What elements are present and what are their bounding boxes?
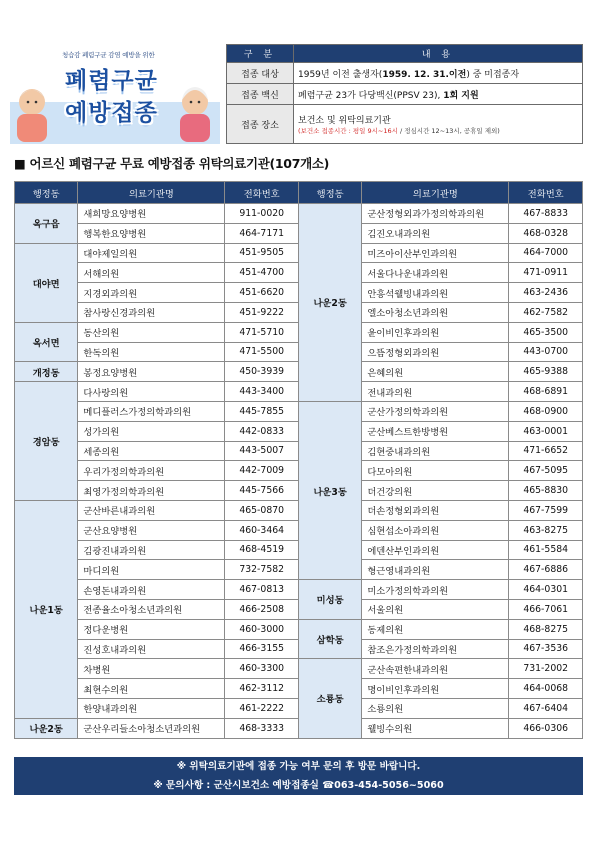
clinic-hours-note: (보건소 접종시간 : 평일 9시~16시: [298, 126, 398, 135]
clinic-phone: 465-3500: [509, 322, 583, 342]
clinic-name: 최현수의원: [78, 679, 225, 699]
dong-cell: 나운3동: [298, 401, 361, 579]
col-header-phone-left: 전화번호: [225, 182, 299, 204]
clinic-phone: 460-3300: [225, 659, 299, 679]
clinic-name: 웰빙수의원: [362, 718, 509, 738]
clinic-name: 군산바른내과의원: [78, 500, 225, 520]
clinic-phone: 467-7599: [509, 500, 583, 520]
clinic-name: 한양내과의원: [78, 698, 225, 718]
dong-cell: 소룡동: [298, 659, 361, 738]
clinic-phone: 464-0301: [509, 580, 583, 600]
clinic-phone: 471-0911: [509, 263, 583, 283]
info-table: [226, 44, 583, 144]
clinic-phone: 468-3333: [225, 718, 299, 738]
clinic-phone: 463-2436: [509, 283, 583, 303]
dong-cell: 나운1동: [15, 500, 78, 718]
clinic-name: 다모아의원: [362, 461, 509, 481]
clinic-name: 우리가정의학과의원: [78, 461, 225, 481]
clinic-name: 군산가정의학과의원: [362, 401, 509, 421]
col-header-dong-right: 행정동: [298, 182, 361, 204]
clinic-phone: 462-7582: [509, 302, 583, 322]
clinic-name: 심현섭소아과의원: [362, 520, 509, 540]
clinic-phone: 467-3536: [509, 639, 583, 659]
clinic-phone: 451-6620: [225, 283, 299, 303]
clinic-phone: 465-9388: [509, 362, 583, 382]
clinic-name: 성가의원: [78, 421, 225, 441]
dong-cell: 경암동: [15, 382, 78, 501]
info-value: 보건소 및 위탁의료기관 (보건소 접종시간 : 평일 9시~16시 / 정심시간 12~13시, 공휴일 제외): [294, 105, 583, 144]
clinic-phone: 461-5584: [509, 540, 583, 560]
table-header-row: [15, 182, 583, 204]
info-label: 접종 백신: [227, 84, 294, 105]
clinic-phone: 465-0870: [225, 500, 299, 520]
clinic-name: 메디플러스가정의학과의원: [78, 401, 225, 421]
clinic-phone: 467-8833: [509, 204, 583, 224]
col-header-phone-right: 전화번호: [509, 182, 583, 204]
clinic-name: 서울의원: [362, 599, 509, 619]
clinic-phone: 468-0328: [509, 223, 583, 243]
clinic-name: 대야제일의원: [78, 243, 225, 263]
clinic-phone: 464-7000: [509, 243, 583, 263]
clinic-name: 김광진내과의원: [78, 540, 225, 560]
clinic-phone: 460-3000: [225, 619, 299, 639]
clinic-name: 한독의원: [78, 342, 225, 362]
clinic-name: 군산우리들소아청소년과의원: [78, 718, 225, 738]
clinic-phone: 443-0700: [509, 342, 583, 362]
info-row-target: [227, 63, 583, 84]
clinic-phone: 451-4700: [225, 263, 299, 283]
clinic-phone: 467-5095: [509, 461, 583, 481]
clinic-name: 윤이비인후과의원: [362, 322, 509, 342]
table-row: [15, 204, 583, 224]
col-header-dong-left: 행정동: [15, 182, 78, 204]
clinic-phone: 461-2222: [225, 698, 299, 718]
clinic-phone: 466-7061: [509, 599, 583, 619]
clinic-name: 더건강의원: [362, 481, 509, 501]
clinic-phone: 911-0020: [225, 204, 299, 224]
clinic-phone: 467-6404: [509, 698, 583, 718]
clinic-name: 동제의원: [362, 619, 509, 639]
dong-cell: 대야면: [15, 243, 78, 322]
clinic-name: 동산의원: [78, 322, 225, 342]
clinic-phone: 467-0813: [225, 580, 299, 600]
clinic-name: 군산요양병원: [78, 520, 225, 540]
clinic-name: 으뜸정형외과의원: [362, 342, 509, 362]
dong-cell: 옥구읍: [15, 204, 78, 244]
clinic-name: 소룡의원: [362, 698, 509, 718]
clinic-phone: 471-6652: [509, 441, 583, 461]
clinic-phone: 442-0833: [225, 421, 299, 441]
clinic-phone: 464-7171: [225, 223, 299, 243]
footer-line-contact: ※ 문의사항 : 군산시보건소 예방접종실 ☎063-454-5056~5060: [153, 780, 444, 791]
clinic-name: 더손정형외과의원: [362, 500, 509, 520]
info-header-category: 구 분: [227, 45, 294, 63]
clinic-phone: 445-7855: [225, 401, 299, 421]
clinic-name: 다사랑의원: [78, 382, 225, 402]
clinic-name: 명이비인후과의원: [362, 679, 509, 699]
banner-tagline: 청습감 폐렴구균 감염 예방을 위한: [62, 51, 155, 59]
clinic-name: 차병원: [78, 659, 225, 679]
clinic-name: 손영돈내과의원: [78, 580, 225, 600]
clinic-phone: 471-5500: [225, 342, 299, 362]
footer-line-visit: ※ 위탁의료기관에 접종 가능 여부 문의 후 방문 바랍니다.: [176, 761, 421, 772]
dong-cell: 개정동: [15, 362, 78, 382]
info-value: 1959년 이전 출생자(1959. 12. 31.이전) 중 미접종자: [294, 63, 583, 84]
clinic-phone: 468-4519: [225, 540, 299, 560]
col-header-clinic-right: 의료기관명: [362, 182, 509, 204]
clinic-name: 군산베스트한방병원: [362, 421, 509, 441]
info-row-location: [227, 105, 583, 144]
clinic-name: 은혜의원: [362, 362, 509, 382]
clinic-phone: 460-3464: [225, 520, 299, 540]
clinic-name: 군산정형외과가정의학과의원: [362, 204, 509, 224]
clinic-phone: 451-9505: [225, 243, 299, 263]
dong-cell: 미성동: [298, 580, 361, 620]
dong-cell: 삼학동: [298, 619, 361, 659]
clinic-name: 서울다나운내과의원: [362, 263, 509, 283]
clinic-name: 엘소아청소년과의원: [362, 302, 509, 322]
clinic-phone: 468-6891: [509, 382, 583, 402]
clinic-phone: 468-8275: [509, 619, 583, 639]
info-header-content: 내 용: [294, 45, 583, 63]
clinic-name: 안흥석웰빙내과의원: [362, 283, 509, 303]
banner: [10, 44, 220, 144]
dong-cell: 옥서면: [15, 322, 78, 362]
footer-notice: [14, 757, 583, 795]
clinic-name: 참조은가정의학과의원: [362, 639, 509, 659]
clinic-name: 전내과의원: [362, 382, 509, 402]
dong-cell: 나운2동: [298, 204, 361, 402]
clinic-phone: 443-3400: [225, 382, 299, 402]
clinic-phone: 442-7009: [225, 461, 299, 481]
clinic-phone: 450-3939: [225, 362, 299, 382]
clinic-phone: 466-3155: [225, 639, 299, 659]
clinic-phone: 732-7582: [225, 560, 299, 580]
clinic-phone: 445-7566: [225, 481, 299, 501]
clinic-name: 군산속편한내과의원: [362, 659, 509, 679]
clinic-phone: 465-8830: [509, 481, 583, 501]
clinic-table: [14, 181, 583, 739]
banner-title-line2: 예방접종: [65, 100, 158, 126]
clinic-name: 에덴산부인과의원: [362, 540, 509, 560]
clinic-phone: 467-6886: [509, 560, 583, 580]
table-row: [15, 401, 583, 421]
clinic-phone: 462-3112: [225, 679, 299, 699]
clinic-name: 서해의원: [78, 263, 225, 283]
table-row: [15, 580, 583, 600]
clinic-phone: 464-0068: [509, 679, 583, 699]
clinic-name: 김진오내과의원: [362, 223, 509, 243]
section-title: ■ 어르신 폐렴구균 무료 예방접종 위탁의료기관(107개소): [14, 156, 330, 171]
clinic-name: 마디의원: [78, 560, 225, 580]
clinic-name: 지경외과의원: [78, 283, 225, 303]
clinic-name: 봉정요양병원: [78, 362, 225, 382]
clinic-name: 진성호내과의원: [78, 639, 225, 659]
banner-title-line1: 폐렴구균: [65, 68, 158, 94]
clinic-name: 행복한요양병원: [78, 223, 225, 243]
clinic-phone: 451-9222: [225, 302, 299, 322]
clinic-name: 새희망요양병원: [78, 204, 225, 224]
clinic-name: 참사랑신경과의원: [78, 302, 225, 322]
clinic-name: 김현중내과의원: [362, 441, 509, 461]
clinic-name: 형근영내과의원: [362, 560, 509, 580]
table-row: [15, 619, 583, 639]
info-row-vaccine: [227, 84, 583, 105]
lunch-note: / 정심시간 12~13시, 공휴일 제외): [397, 126, 500, 135]
dong-cell: 나운2동: [15, 718, 78, 738]
clinic-name: 미소가정의학과의원: [362, 580, 509, 600]
info-value: 폐렴구균 23가 다당백신(PPSV 23), 1회 지원: [294, 84, 583, 105]
clinic-name: 정다운병원: [78, 619, 225, 639]
clinic-name: 세종의원: [78, 441, 225, 461]
clinic-phone: 463-0001: [509, 421, 583, 441]
clinic-name: 전종율소아청소년과의원: [78, 599, 225, 619]
clinic-name: 미즈아이산부인과의원: [362, 243, 509, 263]
table-row: [15, 659, 583, 679]
clinic-phone: 471-5710: [225, 322, 299, 342]
clinic-phone: 466-0306: [509, 718, 583, 738]
clinic-name: 최영가정의학과의원: [78, 481, 225, 501]
clinic-phone: 731-2002: [509, 659, 583, 679]
clinic-phone: 443-5007: [225, 441, 299, 461]
info-label: 접종 장소: [227, 105, 294, 144]
clinic-phone: 466-2508: [225, 599, 299, 619]
col-header-clinic-left: 의료기관명: [78, 182, 225, 204]
clinic-phone: 463-8275: [509, 520, 583, 540]
clinic-phone: 468-0900: [509, 401, 583, 421]
info-label: 접종 대상: [227, 63, 294, 84]
